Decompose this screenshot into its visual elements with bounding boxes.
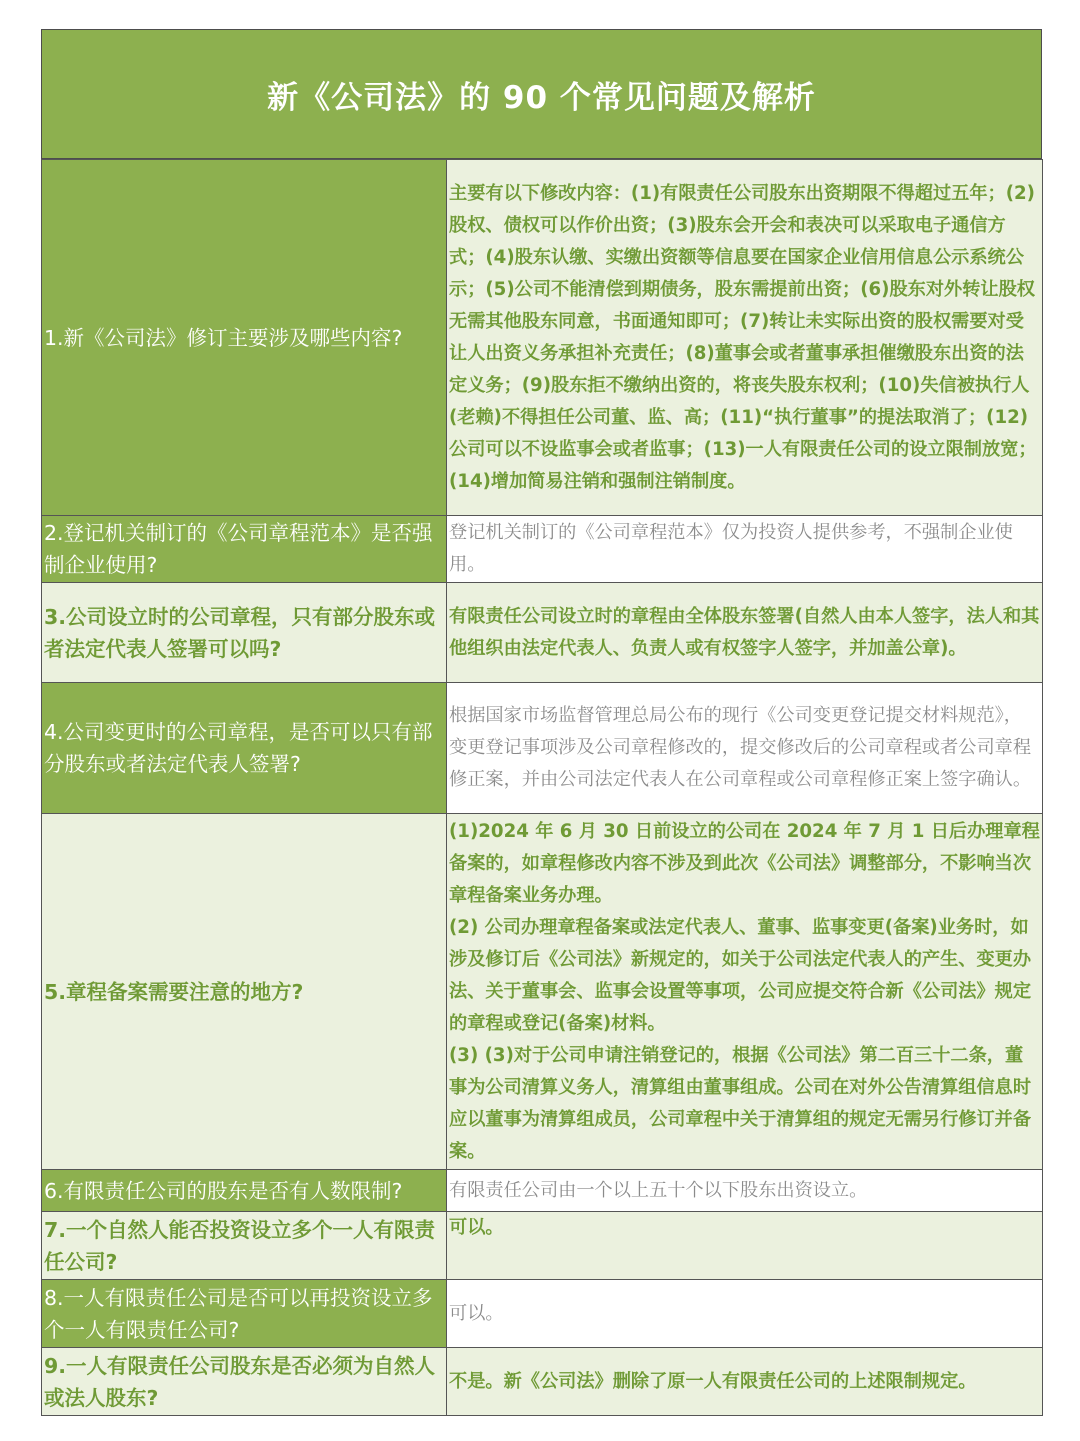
- question-cell: 1.新《公司法》修订主要涉及哪些内容?: [42, 160, 447, 516]
- table-row: [42, 1212, 1043, 1280]
- answer-cell: [447, 160, 1043, 516]
- answer-text: 登记机关制订的《公司章程范本》仅为投资人提供参考，不强制企业使用。: [449, 522, 1013, 575]
- faq-table: [41, 159, 1043, 1416]
- question-cell: 9.一人有限责任公司股东是否必须为自然人或法人股东?: [42, 1348, 447, 1416]
- table-row: [42, 1280, 1043, 1348]
- table-row: [42, 516, 1043, 583]
- question-cell: 6.有限责任公司的股东是否有人数限制?: [42, 1170, 447, 1212]
- answer-cell: [447, 1280, 1043, 1348]
- question-cell: 2.登记机关制订的《公司章程范本》是否强制企业使用?: [42, 516, 447, 583]
- faq-sheet: [41, 29, 1042, 1416]
- question-cell: 8.一人有限责任公司是否可以再投资设立多个一人有限责任公司?: [42, 1280, 447, 1348]
- answer-cell: [447, 683, 1043, 814]
- page-title: 新《公司法》的 90 个常见问题及解析: [41, 29, 1042, 159]
- question-cell: 3.公司设立时的公司章程，只有部分股东或者法定代表人签署可以吗?: [42, 583, 447, 683]
- table-row: [42, 160, 1043, 516]
- answer-text: 主要有以下修改内容：(1)有限责任公司股东出资期限不得超过五年；(2)股权、债权可以作价出资；(3)股东会开会和表决可以采取电子通信方式；(4)股东认缴、实缴出资额等信息要在国家企业信用信息公示系统公示；(5)公司不能清偿到期债务，股东需提前出资；(6)股东对外转让股权无需其他股东同意，书面通知即可；(7)转让未实际出资的股权需要对受让人出资义务承担补充责任；(8)董事会或者董事承担催缴股东出资的法定义务；(9)股东拒不缴纳出资的，将丧失股东权利；(10)失信被执行人(老赖)不得担任公司董、监、高；(11)“执行董事”的提法取消了；(12)公司可以不设监事会或者监事；(13)一人有限责任公司的设立限制放宽；(14)增加简易注销和强制注销制度。: [449, 182, 1037, 492]
- answer-text: 不是。新《公司法》删除了原一人有限责任公司的上述限制规定。: [449, 1370, 977, 1392]
- answer-cell: [447, 1348, 1043, 1416]
- table-row: [42, 1348, 1043, 1416]
- answer-text: 可以。: [449, 1302, 504, 1324]
- question-cell: 7.一个自然人能否投资设立多个一人有限责任公司?: [42, 1212, 447, 1280]
- question-cell: 5.章程备案需要注意的地方?: [42, 814, 447, 1170]
- answer-paragraph: (1)2024 年 6 月 30 日前设立的公司在 2024 年 7 月 1 日后办理章程备案的，如章程修改内容不涉及到此次《公司法》调整部分，不影响当次章程备案业务办理。: [449, 820, 1040, 906]
- table-row: [42, 583, 1043, 683]
- answer-text: 有限责任公司由一个以上五十个以下股东出资设立。: [449, 1179, 868, 1201]
- answer-cell: [447, 1170, 1043, 1212]
- answer-paragraph: (2) 公司办理章程备案或法定代表人、董事、监事变更(备案)业务时，如涉及修订后《公司法》新规定的，如关于公司法定代表人的产生、变更办法、关于董事会、监事会设置等事项，公司应提交符合新《公司法》规定的章程或登记(备案)材料。: [449, 916, 1032, 1034]
- table-row: [42, 814, 1043, 1170]
- answer-text: 根据国家市场监督管理总局公布的现行《公司变更登记提交材料规范》，变更登记事项涉及公司章程修改的，提交修改后的公司章程或者公司章程修正案，并由公司法定代表人在公司章程或公司章程修正案上签字确认。: [449, 705, 1032, 790]
- answer-paragraph: (3) (3)对于公司申请注销登记的，根据《公司法》第二百三十二条，董事为公司清算义务人，清算组由董事组成。公司在对外公告清算组信息时应以董事为清算组成员，公司章程中关于清算组的规定无需另行修订并备案。: [449, 1044, 1032, 1162]
- answer-text: 有限责任公司设立时的章程由全体股东签署(自然人由本人签字，法人和其他组织由法定代表人、负责人或有权签字人签字，并加盖公章)。: [449, 605, 1040, 659]
- answer-cell: [447, 814, 1043, 1170]
- table-row: [42, 683, 1043, 814]
- answer-cell: [447, 583, 1043, 683]
- answer-text: 可以。: [449, 1217, 504, 1238]
- answer-cell: [447, 516, 1043, 583]
- table-row: [42, 1170, 1043, 1212]
- question-cell: 4.公司变更时的公司章程，是否可以只有部分股东或者法定代表人签署?: [42, 683, 447, 814]
- answer-cell: [447, 1212, 1043, 1280]
